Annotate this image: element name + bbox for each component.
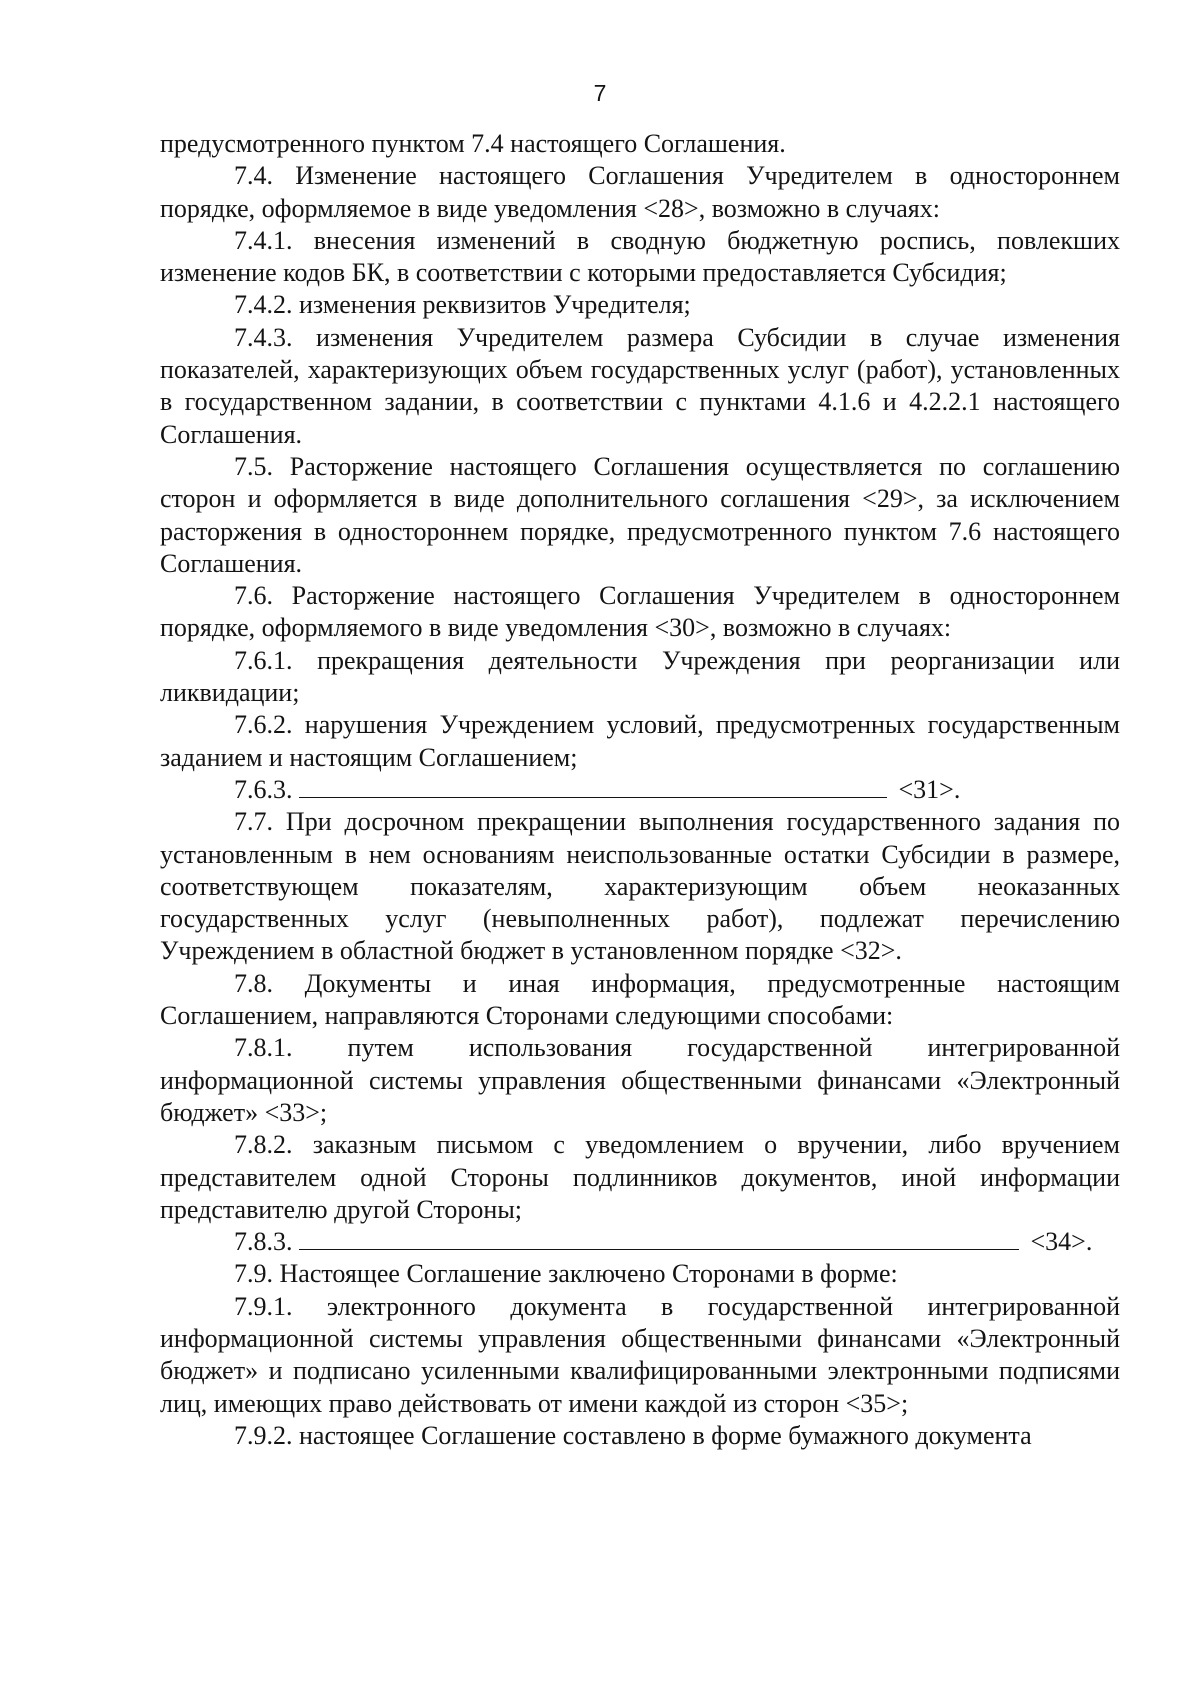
paragraph-7-4-1: 7.4.1. внесения изменений в сводную бюджетную роспись, повлекших изменение кодов БК, в соответствии с которыми предоставляется Субсидия; [160, 225, 1120, 288]
paragraph-7-8-2: 7.8.2. заказным письмом с уведомлением о вручении, либо вручением представителем одной Стороны подлинников документов, иной информации представителю другой Стороны; [160, 1130, 1120, 1224]
paragraph-7-9-1: 7.9.1. электронного документа в государственной интегрированной информационной системы управления общественными финансами «Электронный бюджет» и подписано усиленными квалифицированными электронными подписями лиц, имеющих право действовать от имени каждой из сторон <35>; [160, 1291, 1120, 1418]
page-number: 7 [593, 80, 607, 106]
paragraph-7-4: 7.4. Изменение настоящего Соглашения Учредителем в одностороннем порядке, оформляемое в виде уведомления <28>, возможно в случаях: [160, 161, 1120, 223]
document-body [160, 128, 1120, 1452]
fill-in-blank-line [299, 1227, 1019, 1250]
blank-item-number: 7.8.3. [234, 1227, 293, 1257]
paragraph-7-8: 7.8. Документы и иная информация, предусмотренные настоящим Соглашением, направляются Сторонами следующими способами: [160, 968, 1120, 1031]
paragraph-7-8-1: 7.8.1. путем использования государственной интегрированной информационной системы управления общественными финансами «Электронный бюджет» <33>; [160, 1033, 1120, 1127]
blank-item-number: 7.6.3. [234, 774, 293, 804]
paragraph-7-9-2: 7.9.2. настоящее Соглашение составлено в форме бумажного документа [234, 1420, 1032, 1450]
fill-in-blank-line [299, 775, 887, 798]
paragraph-7-6: 7.6. Расторжение настоящего Соглашения Учредителем в одностороннем порядке, оформляемого в виде уведомления <30>, возможно в случаях: [160, 581, 1120, 643]
paragraph-7-9: 7.9. Настоящее Соглашение заключено Сторонами в форме: [234, 1259, 898, 1289]
footnote-ref: <34>. [1030, 1227, 1093, 1257]
paragraph-7-5: 7.5. Расторжение настоящего Соглашения осуществляется по соглашению сторон и оформляется в виде дополнительного соглашения <29>, за исключением расторжения в одностороннем порядке, предусмотренного пунктом 7.6 настоящего Соглашения. [160, 451, 1120, 578]
paragraph-7-6-3-blank [160, 774, 1120, 806]
paragraph-7-6-2: 7.6.2. нарушения Учреждением условий, предусмотренных государственным заданием и настоящим Соглашением; [160, 710, 1120, 772]
paragraph-7-4-2: 7.4.2. изменения реквизитов Учредителя; [234, 290, 691, 320]
paragraph-7-3-continuation: предусмотренного пунктом 7.4 настоящего Соглашения. [160, 129, 786, 158]
footnote-ref: <31>. [898, 774, 961, 804]
paragraph-7-7: 7.7. При досрочном прекращении выполнения государственного задания по установленным в нем основаниям неиспользованные остатки Субсидии в размере, соответствующем показателям, характеризующим объем неоказанных государственных услуг (невыполненных работ), подлежат перечислению Учреждением в областной бюджет в установленном порядке <32>. [160, 807, 1120, 966]
paragraph-7-8-3-blank [160, 1226, 1120, 1258]
paragraph-7-4-3: 7.4.3. изменения Учредителем размера Субсидии в случае изменения показателей, характеризующих объем государственных услуг (работ), установленных в государственном задании, в соответствии с пунктами 4.1.6 и 4.2.2.1 настоящего Соглашения. [160, 322, 1120, 449]
paragraph-7-6-1: 7.6.1. прекращения деятельности Учреждения при реорганизации или ликвидации; [160, 645, 1120, 708]
